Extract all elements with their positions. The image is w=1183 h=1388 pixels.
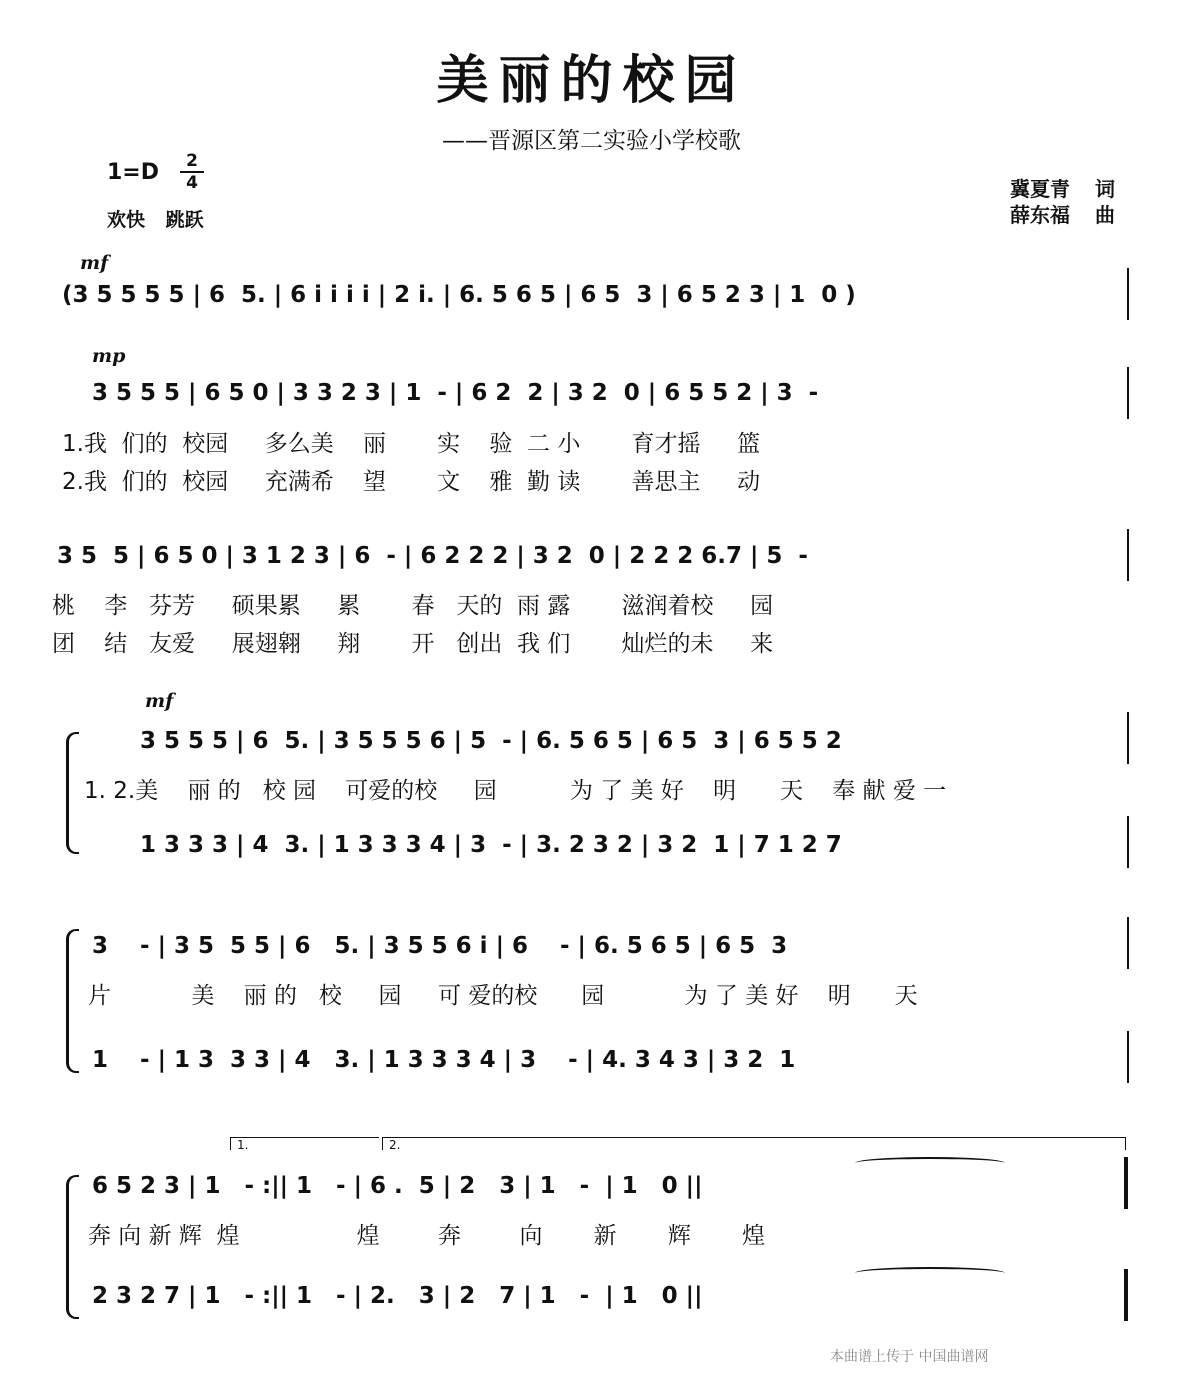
barline xyxy=(1127,268,1129,320)
final-barline xyxy=(1124,1269,1128,1321)
time-signature xyxy=(180,152,204,192)
lyricist: 冀夏青 词 xyxy=(1010,177,1115,201)
lyrics-verse-1: 桃 李 芬芳 硕果累 累 春 天的 雨 露 滋润着校 园 xyxy=(52,593,774,619)
notes-lower: 2 3 2 7 | 1 - :|| 1 - | 2. 3 | 2 7 | 1 - | 1 0 || xyxy=(92,1283,703,1309)
song-title: 美丽的校园 xyxy=(436,50,747,111)
composer: 薛东福 曲 xyxy=(1010,203,1115,227)
notes-upper: 6 5 2 3 | 1 - :|| 1 - | 6 . 5 | 2 3 | 1 - | 1 0 || xyxy=(92,1173,703,1199)
tie-lower xyxy=(855,1267,1005,1279)
credits xyxy=(1010,176,1115,228)
song-subtitle: ——晋源区第二实验小学校歌 xyxy=(442,128,741,154)
dynamic-mf: mf xyxy=(80,252,109,274)
notes-row: 3 5 5 5 | 6 5 0 | 3 3 2 3 | 1 - | 6 2 2 | 3 2 0 | 6 5 5 2 | 3 - xyxy=(92,380,819,406)
lyrics-row: 片 美 丽 的 校 园 可 爱的校 园 为 了 美 好 明 天 xyxy=(88,983,918,1009)
lyrics-row: 奔 向 新 辉 煌 煌 奔 向 新 辉 煌 xyxy=(88,1223,766,1249)
system-brace xyxy=(66,732,79,854)
barline xyxy=(1127,816,1129,868)
system-brace xyxy=(66,1175,79,1319)
tie-upper xyxy=(855,1157,1005,1169)
notes-lower: 1 3 3 3 | 4 3. | 1 3 3 3 4 | 3 - | 3. 2 3 2 | 3 2 1 | 7 1 2 7 xyxy=(140,832,842,858)
barline xyxy=(1127,1031,1129,1083)
notes-upper: 3 - | 3 5 5 5 | 6 5. | 3 5 5 6 i | 6 - | 6. 5 6 5 | 6 5 3 xyxy=(92,933,788,959)
notes-row: (3 5 5 5 5 | 6 5. | 6 i i i i | 2 i. | 6. 5 6 5 | 6 5 3 | 6 5 2 3 | 1 0 ) xyxy=(62,282,856,308)
notes-upper: 3 5 5 5 | 6 5. | 3 5 5 5 6 | 5 - | 6. 5 6 5 | 6 5 3 | 6 5 5 2 xyxy=(140,728,842,754)
dynamic-mp: mp xyxy=(92,345,126,367)
first-ending-label: 1. xyxy=(237,1138,249,1152)
barline xyxy=(1127,529,1129,581)
lyrics-row: 1. 2.美 丽 的 校 园 可爱的校 园 为 了 美 好 明 天 奉 献 爱 一 xyxy=(84,778,947,804)
key-signature: 1=D xyxy=(107,160,160,185)
final-barline xyxy=(1124,1157,1128,1209)
notes-lower: 1 - | 1 3 3 3 | 4 3. | 1 3 3 3 4 | 3 - | 4. 3 4 3 | 3 2 1 xyxy=(92,1047,796,1073)
second-ending-label: 2. xyxy=(389,1138,401,1152)
barline xyxy=(1127,917,1129,969)
lyrics-verse-1: 1.我 们的 校园 多么美 丽 实 验 二 小 育才摇 篮 xyxy=(62,431,761,457)
dynamic-mf: mf xyxy=(145,690,174,712)
lyrics-verse-2: 2.我 们的 校园 充满希 望 文 雅 勤 读 善思主 动 xyxy=(62,469,761,495)
tempo-marking: 欢快 跳跃 xyxy=(107,209,204,231)
time-signature-top: 2 xyxy=(186,151,198,171)
second-ending-bracket xyxy=(382,1137,1126,1150)
first-ending-bracket xyxy=(230,1137,379,1150)
watermark-footer: 本曲谱上传于 中国曲谱网 xyxy=(830,1349,989,1365)
barline xyxy=(1127,367,1129,419)
barline xyxy=(1127,712,1129,764)
notes-row: 3 5 5 | 6 5 0 | 3 1 2 3 | 6 - | 6 2 2 2 | 3 2 0 | 2 2 2 6.7 | 5 - xyxy=(57,543,808,569)
time-signature-bottom: 4 xyxy=(186,173,198,193)
lyrics-verse-2: 团 结 友爱 展翅翱 翔 开 创出 我 们 灿烂的未 来 xyxy=(52,631,774,657)
system-brace xyxy=(66,929,79,1073)
